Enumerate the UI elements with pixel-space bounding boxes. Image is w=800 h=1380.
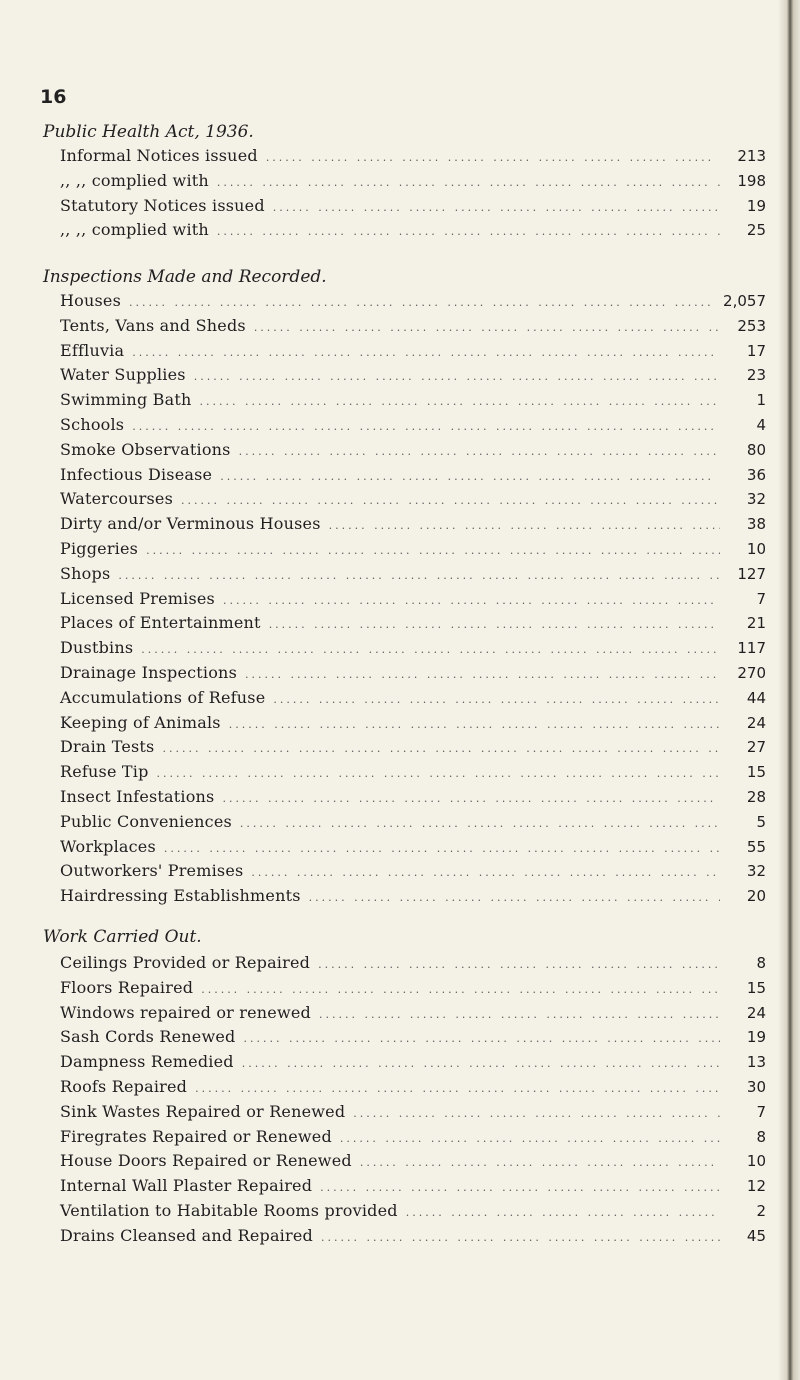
row-value: 44	[746, 688, 766, 707]
row-label: Windows repaired or renewed	[60, 1002, 311, 1022]
dot-leader	[242, 1057, 720, 1070]
table-row	[60, 316, 766, 340]
dot-leader	[217, 176, 720, 189]
dot-leader	[164, 842, 720, 855]
table-row	[60, 1102, 766, 1126]
row-label: Tents, Vans and Sheds	[60, 315, 246, 335]
row-label: Ceilings Provided or Repaired	[60, 953, 311, 972]
row-label: Shops	[60, 563, 111, 583]
table-row	[60, 589, 766, 613]
dot-leader	[118, 569, 720, 582]
table-row	[60, 953, 766, 977]
dot-leader	[239, 445, 720, 458]
row-value: 8	[756, 954, 766, 972]
row-label: Outworkers' Premises	[60, 861, 244, 881]
row-value: 213	[737, 147, 766, 165]
row-label: Informal Notices issued	[60, 146, 258, 165]
dot-leader	[200, 395, 721, 408]
row-value: 8	[756, 1127, 766, 1146]
table-row	[60, 341, 766, 365]
row-label: Insect Infestations	[60, 787, 215, 806]
table-row	[60, 688, 766, 712]
row-value: 55	[746, 837, 766, 856]
row-label: Dirty and/or Verminous Houses	[60, 514, 321, 534]
row-value: 27	[746, 738, 766, 757]
row-value: 13	[746, 1053, 766, 1072]
row-label: Internal Wall Plaster Repaired	[60, 1176, 313, 1196]
row-label: Dampness Remedied	[60, 1052, 234, 1072]
row-value: 19	[746, 196, 766, 215]
table-row	[60, 514, 766, 538]
row-value: 2,057	[723, 292, 766, 310]
dot-leader	[194, 370, 720, 383]
table-row	[60, 713, 766, 737]
dot-leader	[320, 1181, 720, 1194]
dot-leader	[329, 519, 720, 532]
row-value: 32	[746, 862, 766, 881]
row-label: ,, ,, complied with	[60, 220, 209, 240]
table-row	[60, 1201, 766, 1225]
row-label: Keeping of Animals	[60, 712, 221, 732]
dot-leader	[162, 742, 720, 755]
dot-leader	[321, 1231, 720, 1244]
row-label: Smoke Observations	[60, 439, 231, 459]
table-row	[60, 663, 766, 687]
dot-leader	[243, 1032, 720, 1045]
row-label: Dustbins	[60, 638, 134, 658]
table-row	[60, 196, 766, 220]
row-label: Drainage Inspections	[60, 663, 237, 682]
row-label: Water Supplies	[60, 365, 186, 385]
dot-leader	[319, 1008, 720, 1021]
table-row	[60, 1151, 766, 1175]
table-row	[60, 638, 766, 662]
row-value: 30	[746, 1078, 766, 1096]
row-label: Ventilation to Habitable Rooms provided	[60, 1201, 398, 1220]
table-row	[60, 1226, 766, 1250]
dot-leader	[353, 1107, 720, 1120]
row-value: 24	[746, 713, 766, 732]
table-row	[60, 390, 766, 414]
table-row	[60, 1003, 766, 1027]
row-value: 45	[746, 1226, 766, 1245]
row-label: Hairdressing Establishments	[60, 886, 301, 906]
table-row	[60, 787, 766, 811]
dot-leader	[360, 1156, 720, 1169]
table-row	[60, 1077, 766, 1101]
table-row	[60, 1176, 766, 1200]
work-heading: Work Carried Out.	[43, 927, 202, 947]
row-label: Floors Repaired	[60, 977, 194, 997]
table-row	[60, 1027, 766, 1051]
table-row	[60, 489, 766, 513]
row-value: 270	[737, 664, 766, 682]
dot-leader	[240, 817, 720, 830]
row-value: 4	[756, 416, 766, 434]
row-label: Infectious Disease	[60, 464, 213, 484]
row-value: 25	[746, 221, 766, 240]
table-row	[60, 812, 766, 836]
row-value: 10	[746, 540, 766, 558]
row-value: 2	[756, 1202, 766, 1220]
row-label: Places of Entertainment	[60, 613, 261, 633]
table-row	[60, 171, 766, 195]
table-row	[60, 440, 766, 464]
row-label: Effluvia	[60, 340, 125, 360]
table-row	[60, 539, 766, 563]
dot-leader	[181, 494, 720, 507]
row-label: Sash Cords Renewed	[60, 1027, 236, 1047]
row-label: Licensed Premises	[60, 588, 215, 608]
row-label: Workplaces	[60, 836, 156, 856]
dot-leader	[146, 544, 720, 557]
row-label: Schools	[60, 415, 125, 434]
dot-leader	[132, 346, 720, 359]
table-row	[60, 465, 766, 489]
table-row	[60, 861, 766, 885]
table-row	[60, 737, 766, 761]
row-label: Sink Wastes Repaired or Renewed	[60, 1101, 346, 1121]
table-row	[60, 365, 766, 389]
dot-leader	[254, 321, 720, 334]
row-value: 23	[746, 366, 766, 385]
row-value: 7	[756, 589, 766, 608]
row-label: Public Conveniences	[60, 811, 232, 831]
row-value: 17	[746, 341, 766, 360]
row-value: 28	[746, 788, 766, 806]
row-value: 12	[746, 1177, 766, 1196]
row-value: 253	[737, 316, 766, 335]
table-row	[60, 220, 766, 244]
table-row	[60, 837, 766, 861]
row-value: 32	[746, 490, 766, 509]
dot-leader	[157, 767, 720, 780]
row-label: House Doors Repaired or Renewed	[60, 1151, 352, 1171]
row-value: 117	[737, 639, 766, 658]
dot-leader	[217, 225, 720, 238]
table-row	[60, 415, 766, 439]
row-label: Houses	[60, 291, 121, 310]
dot-leader	[406, 1206, 720, 1219]
table-row	[60, 978, 766, 1002]
row-value: 21	[746, 614, 766, 633]
row-value: 38	[746, 515, 766, 534]
table-row	[60, 613, 766, 637]
table-row	[60, 886, 766, 910]
row-value: 36	[746, 465, 766, 484]
dot-leader	[201, 983, 720, 996]
dot-leader	[223, 594, 720, 607]
table-row	[60, 146, 766, 170]
dot-leader	[132, 420, 720, 433]
page-binding-edge	[778, 0, 800, 1380]
notices-heading: Public Health Act, 1936.	[43, 122, 254, 142]
dot-leader	[195, 1082, 720, 1095]
row-label: Watercourses	[60, 489, 173, 509]
row-label: Roofs Repaired	[60, 1077, 188, 1096]
dot-leader	[245, 668, 720, 681]
dot-leader	[220, 470, 720, 483]
table-row	[60, 1127, 766, 1151]
table-row	[60, 564, 766, 588]
row-value: 198	[737, 171, 766, 190]
dot-leader	[141, 643, 720, 656]
row-value: 15	[746, 763, 766, 782]
row-label: Drain Tests	[60, 737, 155, 757]
dot-leader	[251, 866, 720, 879]
row-value: 127	[737, 564, 766, 583]
dot-leader	[222, 792, 720, 805]
row-value: 1	[756, 391, 766, 410]
row-label: Drains Cleansed and Repaired	[60, 1225, 313, 1245]
dot-leader	[266, 151, 720, 164]
dot-leader	[318, 958, 720, 971]
row-value: 19	[746, 1028, 766, 1047]
row-value: 7	[756, 1102, 766, 1121]
row-label: Refuse Tip	[60, 762, 149, 782]
dot-leader	[129, 296, 717, 309]
row-value: 10	[746, 1152, 766, 1171]
row-value: 20	[746, 887, 766, 906]
dot-leader	[309, 891, 720, 904]
table-row	[60, 1052, 766, 1076]
dot-leader	[340, 1132, 720, 1145]
dot-leader	[229, 718, 720, 731]
inspections-heading: Inspections Made and Recorded.	[43, 267, 327, 287]
row-label: Statutory Notices issued	[60, 195, 265, 215]
row-value: 5	[756, 812, 766, 831]
row-label: Piggeries	[60, 539, 139, 558]
table-row	[60, 291, 766, 315]
table-row	[60, 762, 766, 786]
row-label: ,, ,, complied with	[60, 170, 209, 190]
dot-leader	[273, 693, 720, 706]
page-number: 16	[40, 86, 67, 108]
row-label: Accumulations of Refuse	[60, 687, 266, 707]
row-label: Swimming Bath	[60, 390, 192, 410]
row-value: 80	[746, 440, 766, 459]
dot-leader	[269, 618, 720, 631]
dot-leader	[273, 201, 720, 214]
row-label: Firegrates Repaired or Renewed	[60, 1126, 332, 1146]
row-value: 15	[746, 978, 766, 997]
row-value: 24	[746, 1003, 766, 1022]
